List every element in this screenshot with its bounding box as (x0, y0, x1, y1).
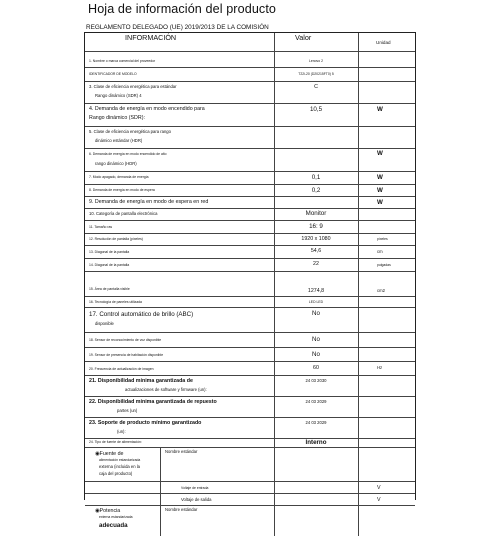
radio-icon: ◉ (95, 451, 100, 457)
table-row: 3. Clase de eficiencia energética para estándar Rango dinámico (SDR) 4 C (85, 82, 415, 104)
table-row: 22. Disponibilidad mínima garantizada de repuesto partes (un) 24 03 2029 (85, 397, 415, 418)
table-row: 13. Diagonal de la pantalla 54,6 cm (85, 246, 415, 259)
info-table (84, 32, 416, 529)
table-row: 19. Sensor de presencia de habitación disponible No (85, 348, 415, 362)
table-row: 21. Disponibilidad mínima garantizada de actualizaciones de software y firmware (un): 24 03 2030 (85, 376, 415, 397)
table-row: 4. Demanda de energía en modo encendido para Rango dinámico (SDR): 10,5 W (85, 104, 415, 127)
table-row: 10. Categoría de pantalla electrónica Monitor (85, 209, 415, 221)
table-row: 9. Demanda de energía en modo de espera en red W (85, 197, 415, 209)
table-row: 12. Resolución de pantalla (píxeles) 1920 x 1080 píxeles (85, 234, 415, 246)
table-row: IDENTIFICADOR DE MODELO T22i-20 (D20215FT0) 5 (85, 68, 415, 82)
regulation-subtitle: REGLAMENTO DELEGADO (UE) 2019/2013 DE LA COMISIÓN (86, 24, 269, 31)
table-row: 18. Sensor de reconocimiento de voz disponible No (85, 333, 415, 348)
header-information: INFORMACIÓN (125, 33, 177, 42)
input-voltage-row: Voltaje de entrada V (85, 482, 415, 494)
table-row: 11. Tamaño ras 16: 9 (85, 221, 415, 234)
header-unit: Unidad (376, 40, 391, 45)
table-row: 8. Demanda de energía en modo de espera 0,2 W (85, 185, 415, 197)
table-row: 1. Nombre o marca comercial del proveedor Lenovo 2 (85, 52, 415, 68)
table-row: 6. Demanda de energía en modo encendido de alto rango dinámico (HDR) W (85, 149, 415, 172)
power-section: ◉Potencia externa estandarizada adecuada Nombre estándar (85, 506, 415, 536)
product-info-sheet (84, 0, 416, 529)
table-row: 14. Diagonal de la pantalla 22 pulgadas (85, 259, 415, 272)
table-row: 7. Modo apagado, demanda de energía 0,1 W (85, 172, 415, 185)
table-row: 5. Clase de eficiencia energética para rango dinámico estándar (HDR) (85, 127, 415, 149)
table-row: 24. Tipo de fuente de alimentación: Interno (85, 439, 415, 448)
table-row: 20. Frecuencia de actualización de imagen 60 Hz (85, 362, 415, 376)
table-row: 17. Control automático de brillo (ABC) disponible No (85, 308, 415, 333)
header-value: Valor (295, 33, 312, 42)
std-name-label: Nombre estándar (165, 449, 198, 454)
table-header-row (85, 33, 415, 52)
power-supply-section: ◉Fuente de alimentación estandarizada externa (incluida en la caja del producto) Nombre estándar (85, 448, 415, 482)
table-row: 23. Soporte de producto mínimo garantizado (un): 24 03 2029 (85, 418, 415, 439)
radio-icon: ◉ (95, 508, 100, 514)
output-voltage-row: Voltaje de salida V (85, 494, 415, 506)
table-row: 16. Tecnología de paneles utilizada LED LED (85, 297, 415, 308)
page-title: Hoja de información del producto (88, 2, 277, 16)
table-row: 15. Área de pantalla visible 1274,8 cm2 (85, 272, 415, 297)
